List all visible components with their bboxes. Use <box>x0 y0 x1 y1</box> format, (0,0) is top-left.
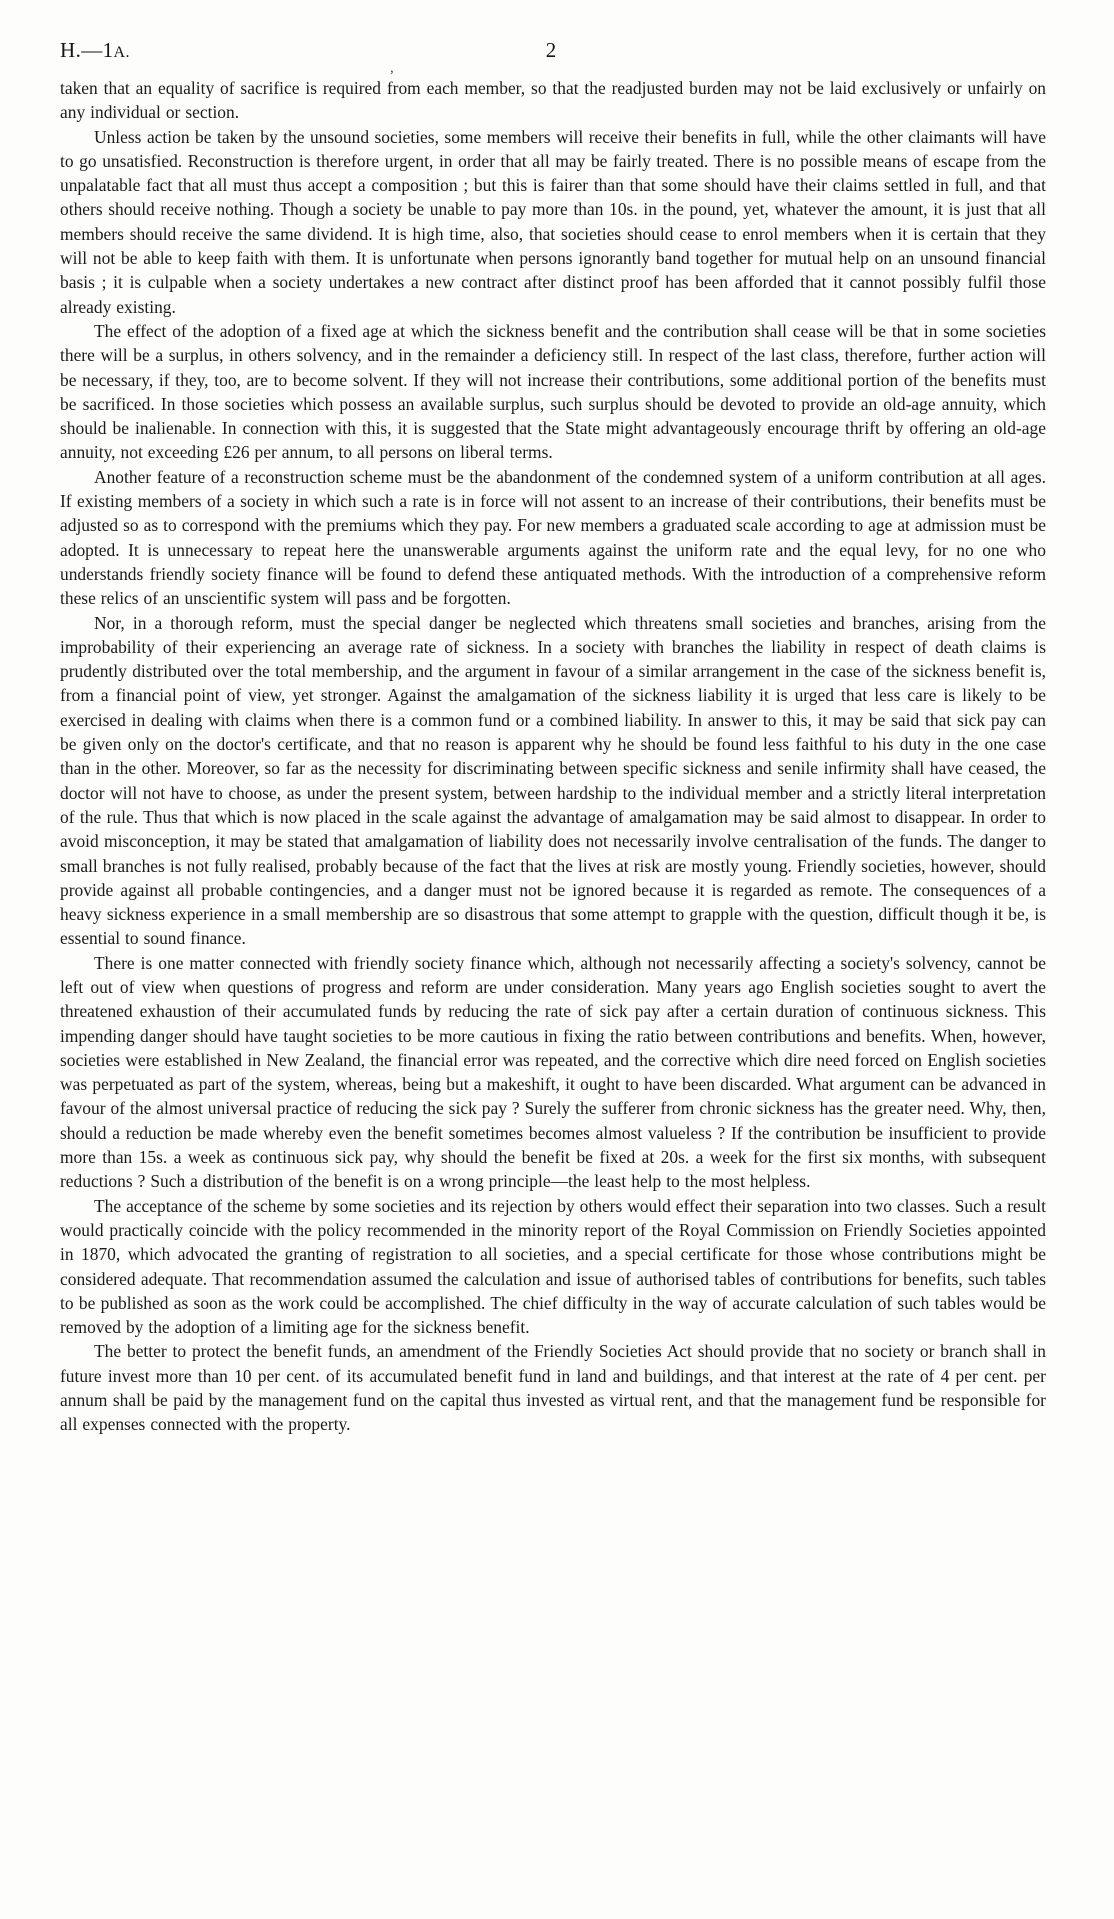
document-identifier <box>60 38 130 63</box>
paragraph: taken that an equality of sacrifice is required from each member, so that the readjusted burden may not be laid exclusively or unfairly on any individual or section. <box>60 78 1046 123</box>
stray-ink-mark: , <box>390 60 394 76</box>
document-identifier-main: H.—1 <box>60 38 114 62</box>
page-footer-space <box>0 1477 1114 1499</box>
paragraph: Nor, in a thorough reform, must the special danger be neglected which threatens small societies and branches, arising from the improbability of their experiencing an average rate of sickness. In a society with branches the liability in respect of death claims is prudently distributed over the total membership, and the argument in favour of a similar arrangement in the case of the sickness benefit is, from a financial point of view, yet stronger. Against the amalgamation of the sickness liability it is urged that less care is likely to be exercised in dealing with claims when there is a common fund or a combined liability. In answer to this, it may be said that sick pay can be given only on the doctor's certificate, and that no reason is apparent why he should be found less faithful to his duty in the one case than in the other. Moreover, so far as the necessity for discriminating between specific sickness and senile infirmity shall have ceased, the doctor will not have to choose, as under the present system, between hardship to the individual member and a strictly literal interpretation of the rule. Thus that which is now placed in the scale against the advantage of amalgamation may be said almost to disappear. In order to avoid misconception, it may be stated that amalgamation of liability does not necessarily involve centralisation of the funds. The danger to small branches is not fully realised, probably because of the fact that the lives at risk are mostly young. Friendly societies, however, should provide against all probable contingencies, and a danger must not be ignored because it is regarded as remote. The consequences of a heavy sickness experience in a small membership are so disastrous that some attempt to grapple with the question, difficult though it be, is essential to sound finance. <box>60 612 1046 949</box>
page-header-inner <box>60 38 1042 76</box>
body-text <box>0 58 1114 1477</box>
paragraph: There is one matter connected with friendly society finance which, although not necessarily affecting a society's solvency, cannot be left out of view when questions of progress and reform are under consideration. Many years ago English societies sought to avert the threatened exhaustion of their accumulated funds by reducing the rate of sick pay after a certain duration of continuous sickness. This impending danger should have taught societies to be more cautious in fixing the ratio between contributions and benefits. When, however, societies were established in New Zealand, the financial error was repeated, and the corrective which dire need forced on English societies was perpetuated as part of the system, whereas, being but a makeshift, it ought to have been discarded. What argument can be advanced in favour of the almost universal practice of reducing the sick pay ? Surely the sufferer from chronic sickness has the greater need. Why, then, should a reduction be made whereby even the benefit sometimes becomes almost valueless ? If the contribution be insufficient to provide more than 15s. a week as continuous sick pay, why should the benefit be fixed at 20s. a week for the first six months, with subsequent reductions ? Such a distribution of the benefit is on a wrong principle—the least help to the most helpless. <box>60 952 1046 1192</box>
paragraph: Unless action be taken by the unsound societies, some members will receive their benefits in full, while the other claimants will have to go unsatisfied. Reconstruction is therefore urgent, in order that all may be fairly treated. There is no possible means of escape from the unpalatable fact that all must thus accept a composition ; but this is fairer than that some should have their claims settled in full, and that others should receive nothing. Though a society be unable to pay more than 10s. in the pound, yet, whatever the amount, it is just that all members should receive the same dividend. It is high time, also, that societies should cease to enrol members when it is certain that they will not be able to keep faith with them. It is unfortunate when persons ignorantly band together for mutual help on an unsound financial basis ; it is culpable when a society undertakes a new contract after distinct proof has been afforded that it cannot possibly fulfil those already existing. <box>60 126 1046 317</box>
paragraph: The effect of the adoption of a fixed age at which the sickness benefit and the contribution shall cease will be that in some societies there will be a surplus, in others solvency, and in the remainder a deficiency still. In respect of the last class, therefore, further action will be necessary, if they, too, are to become solvent. If they will not increase their contributions, some additional portion of the benefits must be sacrificed. In those societies which possess an available surplus, such surplus should be devoted to provide an old-age annuity, which should be inalienable. In connection with this, it is suggested that the State might advantageously encourage thrift by offering an old-age annuity, not exceeding £26 per annum, to all persons on liberal terms. <box>60 320 1046 463</box>
paragraph: The acceptance of the scheme by some societies and its rejection by others would effect their separation into two classes. Such a result would practically coincide with the policy recommended in the minority report of the Royal Commission on Friendly Societies appointed in 1870, which advocated the granting of registration to all societies, and a special certificate for those whose contributions might be considered adequate. That recommendation assumed the calculation and issue of authorised tables of contributions for benefits, such tables to be published as soon as the work could be accomplished. The chief difficulty in the way of accurate calculation of such tables would be removed by the adoption of a limiting age for the sickness benefit. <box>60 1195 1046 1338</box>
paragraph: The better to protect the benefit funds, an amendment of the Friendly Societies Act should provide that no society or branch shall in future invest more than 10 per cent. of its accumulated benefit fund in land and buildings, and that interest at the rate of 4 per cent. per annum shall be paid by the management fund on the capital thus invested as virtual rent, and that the management fund be responsible for all expenses connected with the property. <box>60 1341 1046 1435</box>
page-header <box>0 0 1114 76</box>
page-number: 2 <box>545 38 557 62</box>
document-identifier-suffix: A. <box>113 44 130 61</box>
paragraph: Another feature of a reconstruction scheme must be the abandonment of the condemned system of a uniform contribution at all ages. If existing members of a society in which such a rate is in force will not assent to an increase of their contributions, their benefits must be adjusted so as to correspond with the premiums which they pay. For new members a graduated scale according to age at admission must be adopted. It is unnecessary to repeat here the unanswerable arguments against the uniform rate and the equal levy, for no one who understands friendly society finance will be found to defend these antiquated methods. With the introduction of a comprehensive reform these relics of an unscientific system will pass and be forgotten. <box>60 466 1046 609</box>
